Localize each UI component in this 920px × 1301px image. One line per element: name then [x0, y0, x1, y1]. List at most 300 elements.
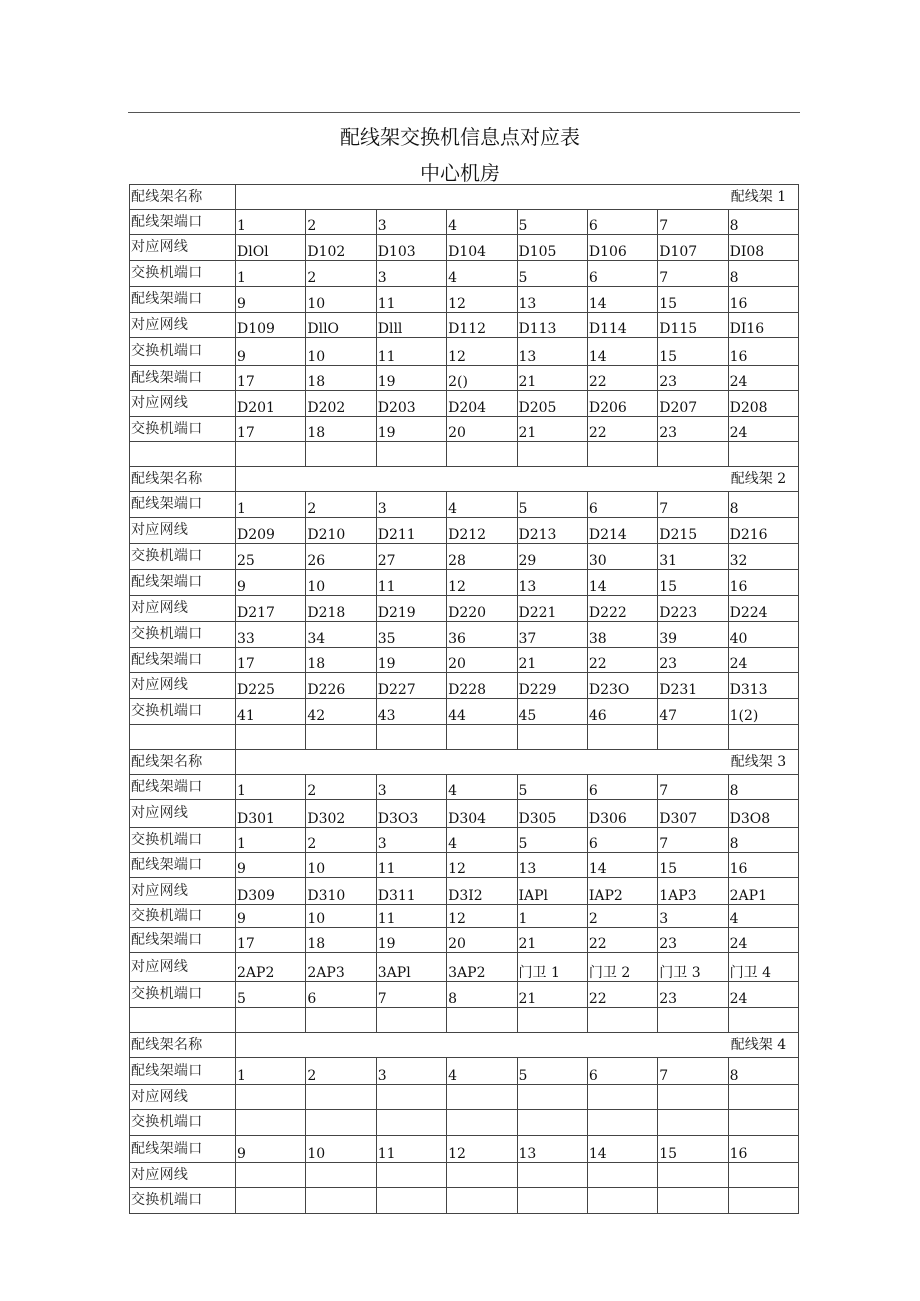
table-cell: 9 — [236, 905, 306, 928]
table-cell: 2AP2 — [236, 953, 306, 982]
table-cell: D224 — [728, 596, 798, 622]
table-cell: D226 — [306, 673, 376, 699]
table-cell: 3 — [376, 492, 446, 518]
table-cell: 21 — [517, 417, 587, 442]
table-cell: 12 — [447, 905, 517, 928]
row-label: 配线架端口 — [130, 366, 236, 391]
page-title: 配线架交换机信息点对应表 — [340, 125, 580, 149]
empty-cell — [587, 725, 657, 750]
table-cell: 22 — [587, 417, 657, 442]
rack-name-row — [130, 1033, 799, 1058]
table-cell — [517, 1110, 587, 1136]
empty-cell — [447, 725, 517, 750]
table-cell: 26 — [306, 544, 376, 570]
table-cell: 3AP2 — [447, 953, 517, 982]
table-cell: D219 — [376, 596, 446, 622]
table-cell — [728, 1110, 798, 1136]
table-cell: 22 — [587, 928, 657, 953]
table-cell: 38 — [587, 622, 657, 648]
table-cell: 16 — [728, 287, 798, 313]
table-cell — [658, 1188, 728, 1214]
table-cell: 2 — [306, 775, 376, 800]
table-cell: 23 — [658, 982, 728, 1008]
table-cell: 13 — [517, 853, 587, 878]
table-cell: D3O8 — [728, 800, 798, 828]
table-cell: 3APl — [376, 953, 446, 982]
table-cell: D305 — [517, 800, 587, 828]
empty-cell — [130, 725, 236, 750]
table-cell: D225 — [236, 673, 306, 699]
table-cell: 15 — [658, 570, 728, 596]
spacer-row — [130, 442, 799, 467]
table-cell: 13 — [517, 338, 587, 366]
table-cell: 8 — [728, 828, 798, 853]
empty-cell — [658, 442, 728, 467]
rack-name-row — [130, 750, 799, 775]
rack-name-label: 配线架名称 — [130, 467, 236, 492]
table-cell: 4 — [728, 905, 798, 928]
table-cell: 10 — [306, 905, 376, 928]
table-cell: D227 — [376, 673, 446, 699]
table-cell: 8 — [728, 1058, 798, 1085]
table-cell: D209 — [236, 518, 306, 544]
table-cell: D212 — [447, 518, 517, 544]
table-cell — [447, 1110, 517, 1136]
table-row — [130, 235, 799, 261]
row-label: 对应网线 — [130, 235, 236, 261]
empty-cell — [306, 1008, 376, 1033]
table-cell: 7 — [658, 492, 728, 518]
table-cell: 10 — [306, 287, 376, 313]
row-label: 配线架端口 — [130, 492, 236, 518]
row-label: 对应网线 — [130, 1163, 236, 1188]
table-cell: 1 — [236, 775, 306, 800]
table-cell: 3 — [376, 210, 446, 235]
table-cell — [587, 1110, 657, 1136]
row-label: 交换机端口 — [130, 261, 236, 287]
table-row — [130, 699, 799, 725]
table-cell: 6 — [306, 982, 376, 1008]
table-cell: 6 — [587, 492, 657, 518]
table-cell: 10 — [306, 1136, 376, 1163]
table-cell — [658, 1110, 728, 1136]
table-cell — [306, 1163, 376, 1188]
row-label: 交换机端口 — [130, 905, 236, 928]
table-cell — [517, 1188, 587, 1214]
rack-name-value: 配线架 1 — [236, 185, 799, 210]
table-cell: 23 — [658, 366, 728, 391]
table-cell: 21 — [517, 928, 587, 953]
table-row — [130, 338, 799, 366]
table-cell: 20 — [447, 648, 517, 673]
row-label: 交换机端口 — [130, 417, 236, 442]
table-cell — [306, 1085, 376, 1110]
table-cell: 13 — [517, 1136, 587, 1163]
table-cell: 8 — [447, 982, 517, 1008]
empty-cell — [728, 725, 798, 750]
row-label: 交换机端口 — [130, 982, 236, 1008]
table-cell: 20 — [447, 928, 517, 953]
row-label: 交换机端口 — [130, 544, 236, 570]
table-cell: D223 — [658, 596, 728, 622]
table-cell: 9 — [236, 853, 306, 878]
table-cell — [587, 1163, 657, 1188]
table-cell: 7 — [658, 828, 728, 853]
table-cell: 10 — [306, 570, 376, 596]
table-cell: 36 — [447, 622, 517, 648]
table-cell: 12 — [447, 1136, 517, 1163]
table-cell: 14 — [587, 287, 657, 313]
table-cell: D304 — [447, 800, 517, 828]
table-cell: 门卫 1 — [517, 953, 587, 982]
table-cell: 2 — [306, 828, 376, 853]
table-cell: D216 — [728, 518, 798, 544]
table-cell: 5 — [517, 828, 587, 853]
table-cell — [728, 1188, 798, 1214]
table-row — [130, 417, 799, 442]
row-label: 对应网线 — [130, 673, 236, 699]
patch-panel-table — [129, 184, 799, 1214]
rack-name-label: 配线架名称 — [130, 750, 236, 775]
table-row — [130, 313, 799, 338]
table-cell: 3 — [658, 905, 728, 928]
table-cell: 门卫 4 — [728, 953, 798, 982]
table-cell: D23O — [587, 673, 657, 699]
table-cell: 22 — [587, 366, 657, 391]
table-cell: 9 — [236, 287, 306, 313]
row-label: 对应网线 — [130, 391, 236, 417]
table-cell: D228 — [447, 673, 517, 699]
table-cell: 6 — [587, 261, 657, 287]
table-cell: 8 — [728, 210, 798, 235]
table-cell: 19 — [376, 417, 446, 442]
table-cell: 45 — [517, 699, 587, 725]
row-label: 配线架端口 — [130, 287, 236, 313]
table-cell: 2 — [306, 210, 376, 235]
table-cell: D208 — [728, 391, 798, 417]
table-cell: 9 — [236, 570, 306, 596]
empty-cell — [517, 442, 587, 467]
table-row — [130, 1110, 799, 1136]
row-label: 配线架端口 — [130, 648, 236, 673]
table-cell — [447, 1163, 517, 1188]
table-cell: 8 — [728, 492, 798, 518]
table-cell — [376, 1163, 446, 1188]
empty-cell — [728, 1008, 798, 1033]
table-cell: 11 — [376, 338, 446, 366]
table-cell: D203 — [376, 391, 446, 417]
table-cell: 3 — [376, 261, 446, 287]
table-cell: 6 — [587, 775, 657, 800]
table-cell: 16 — [728, 1136, 798, 1163]
table-cell: D218 — [306, 596, 376, 622]
table-cell: 22 — [587, 982, 657, 1008]
table-cell: DlOl — [236, 235, 306, 261]
table-cell: 23 — [658, 417, 728, 442]
row-label: 对应网线 — [130, 518, 236, 544]
table-cell: D211 — [376, 518, 446, 544]
table-cell: D113 — [517, 313, 587, 338]
table-cell: 29 — [517, 544, 587, 570]
table-cell: D107 — [658, 235, 728, 261]
table-cell: 41 — [236, 699, 306, 725]
table-cell: 5 — [517, 210, 587, 235]
table-cell: 7 — [658, 775, 728, 800]
table-cell: D221 — [517, 596, 587, 622]
table-cell — [306, 1188, 376, 1214]
table-cell: 12 — [447, 338, 517, 366]
rack-name-label: 配线架名称 — [130, 1033, 236, 1058]
table-cell: 20 — [447, 417, 517, 442]
table-cell: 44 — [447, 699, 517, 725]
table-cell: D307 — [658, 800, 728, 828]
table-cell — [236, 1188, 306, 1214]
table-row — [130, 1058, 799, 1085]
row-label: 对应网线 — [130, 878, 236, 905]
table-cell — [517, 1085, 587, 1110]
table-cell: 11 — [376, 287, 446, 313]
table-cell: 14 — [587, 1136, 657, 1163]
empty-cell — [236, 725, 306, 750]
rack-name-row — [130, 185, 799, 210]
table-row — [130, 1188, 799, 1214]
table-cell: 门卫 3 — [658, 953, 728, 982]
table-cell: D201 — [236, 391, 306, 417]
table-cell: 13 — [517, 570, 587, 596]
row-label: 交换机端口 — [130, 828, 236, 853]
table-cell — [587, 1188, 657, 1214]
empty-cell — [658, 1008, 728, 1033]
table-cell: D220 — [447, 596, 517, 622]
table-cell: 24 — [728, 366, 798, 391]
table-cell: 18 — [306, 366, 376, 391]
table-cell: 18 — [306, 928, 376, 953]
table-cell: 28 — [447, 544, 517, 570]
table-cell: 19 — [376, 928, 446, 953]
table-cell: 3 — [376, 828, 446, 853]
table-cell: 23 — [658, 648, 728, 673]
table-cell: 15 — [658, 1136, 728, 1163]
table-cell: D215 — [658, 518, 728, 544]
table-cell: 11 — [376, 905, 446, 928]
table-cell: D302 — [306, 800, 376, 828]
table-cell: 15 — [658, 338, 728, 366]
table-cell: D217 — [236, 596, 306, 622]
row-label: 配线架端口 — [130, 928, 236, 953]
table-cell: 1 — [236, 210, 306, 235]
table-cell — [447, 1085, 517, 1110]
table-cell: 21 — [517, 648, 587, 673]
table-cell: D202 — [306, 391, 376, 417]
table-cell: D103 — [376, 235, 446, 261]
table-cell: 18 — [306, 648, 376, 673]
table-cell: 2 — [306, 261, 376, 287]
table-cell: 5 — [236, 982, 306, 1008]
row-label: 配线架端口 — [130, 853, 236, 878]
table-cell: D214 — [587, 518, 657, 544]
table-cell: D109 — [236, 313, 306, 338]
table-cell: 1 — [236, 261, 306, 287]
table-cell — [236, 1085, 306, 1110]
table-row — [130, 673, 799, 699]
empty-cell — [376, 442, 446, 467]
table-cell: 21 — [517, 366, 587, 391]
table-cell: 2() — [447, 366, 517, 391]
table-cell: 1 — [517, 905, 587, 928]
table-cell — [587, 1085, 657, 1110]
table-cell: D310 — [306, 878, 376, 905]
empty-cell — [517, 1008, 587, 1033]
table-cell: 35 — [376, 622, 446, 648]
table-cell: 6 — [587, 210, 657, 235]
table-cell: 24 — [728, 982, 798, 1008]
header-rule — [128, 112, 800, 113]
table-cell: 2 — [306, 492, 376, 518]
table-cell: 2 — [306, 1058, 376, 1085]
rack-name-value: 配线架 2 — [236, 467, 799, 492]
table-cell: D3O3 — [376, 800, 446, 828]
table-cell: 5 — [517, 1058, 587, 1085]
table-cell: 13 — [517, 287, 587, 313]
table-cell: IAP2 — [587, 878, 657, 905]
table-cell — [376, 1188, 446, 1214]
table-cell: D205 — [517, 391, 587, 417]
table-cell: 16 — [728, 570, 798, 596]
table-cell: D222 — [587, 596, 657, 622]
table-cell: 2AP3 — [306, 953, 376, 982]
empty-cell — [236, 1008, 306, 1033]
table-cell: D231 — [658, 673, 728, 699]
table-cell: D204 — [447, 391, 517, 417]
table-cell: 33 — [236, 622, 306, 648]
table-cell: 43 — [376, 699, 446, 725]
table-cell: D207 — [658, 391, 728, 417]
table-cell: 17 — [236, 417, 306, 442]
table-cell: 11 — [376, 853, 446, 878]
table-cell: 14 — [587, 853, 657, 878]
row-label: 配线架端口 — [130, 775, 236, 800]
table-row — [130, 366, 799, 391]
table-cell: 24 — [728, 417, 798, 442]
table-cell — [658, 1163, 728, 1188]
table-cell: 18 — [306, 417, 376, 442]
table-cell — [236, 1110, 306, 1136]
rack-name-value: 配线架 3 — [236, 750, 799, 775]
table-cell: 7 — [376, 982, 446, 1008]
table-row — [130, 982, 799, 1008]
row-label: 交换机端口 — [130, 699, 236, 725]
empty-cell — [587, 442, 657, 467]
table-cell: 4 — [447, 1058, 517, 1085]
table-cell: 14 — [587, 338, 657, 366]
table-cell: D106 — [587, 235, 657, 261]
spacer-row — [130, 725, 799, 750]
table-cell: 24 — [728, 648, 798, 673]
table-cell: Dlll — [376, 313, 446, 338]
table-cell: 7 — [658, 261, 728, 287]
empty-cell — [130, 442, 236, 467]
table-cell: 15 — [658, 853, 728, 878]
empty-cell — [130, 1008, 236, 1033]
table-cell: 12 — [447, 570, 517, 596]
row-label: 交换机端口 — [130, 1188, 236, 1214]
table-cell: D309 — [236, 878, 306, 905]
table-cell: 17 — [236, 648, 306, 673]
table-cell: 8 — [728, 261, 798, 287]
empty-cell — [447, 1008, 517, 1033]
rack-name-value: 配线架 4 — [236, 1033, 799, 1058]
row-label: 交换机端口 — [130, 338, 236, 366]
table-cell: D311 — [376, 878, 446, 905]
table-cell: 8 — [728, 775, 798, 800]
row-label: 对应网线 — [130, 800, 236, 828]
empty-cell — [517, 725, 587, 750]
table-cell — [658, 1085, 728, 1110]
empty-cell — [236, 442, 306, 467]
table-cell: 21 — [517, 982, 587, 1008]
table-cell: 9 — [236, 338, 306, 366]
table-row — [130, 287, 799, 313]
row-label: 对应网线 — [130, 313, 236, 338]
empty-cell — [306, 442, 376, 467]
table-cell: 14 — [587, 570, 657, 596]
table-cell — [376, 1110, 446, 1136]
table-row — [130, 853, 799, 878]
table-row — [130, 828, 799, 853]
table-cell: 3 — [376, 775, 446, 800]
table-cell: 4 — [447, 775, 517, 800]
table-cell: 23 — [658, 928, 728, 953]
table-cell: 31 — [658, 544, 728, 570]
table-row — [130, 391, 799, 417]
empty-cell — [447, 442, 517, 467]
spacer-row — [130, 1008, 799, 1033]
row-label: 对应网线 — [130, 953, 236, 982]
empty-cell — [728, 442, 798, 467]
table-cell: D102 — [306, 235, 376, 261]
table-cell: 47 — [658, 699, 728, 725]
table-cell: D206 — [587, 391, 657, 417]
table-cell: 7 — [658, 210, 728, 235]
empty-cell — [658, 725, 728, 750]
table-cell: 5 — [517, 492, 587, 518]
table-cell: D306 — [587, 800, 657, 828]
table-body — [130, 185, 799, 1214]
table-row — [130, 596, 799, 622]
table-cell: D3I2 — [447, 878, 517, 905]
table-cell: 1(2) — [728, 699, 798, 725]
row-label: 配线架端口 — [130, 1058, 236, 1085]
table-cell — [728, 1163, 798, 1188]
table-cell: 19 — [376, 366, 446, 391]
table-cell: 32 — [728, 544, 798, 570]
table-cell: 4 — [447, 261, 517, 287]
empty-cell — [306, 725, 376, 750]
table-cell: 25 — [236, 544, 306, 570]
table-row — [130, 1136, 799, 1163]
row-label: 对应网线 — [130, 596, 236, 622]
table-cell: 2 — [587, 905, 657, 928]
table-cell: 39 — [658, 622, 728, 648]
table-row — [130, 544, 799, 570]
rack-name-row — [130, 467, 799, 492]
table-cell: 4 — [447, 210, 517, 235]
table-row — [130, 518, 799, 544]
table-cell: D114 — [587, 313, 657, 338]
table-cell: 门卫 2 — [587, 953, 657, 982]
table-cell: 2AP1 — [728, 878, 798, 905]
empty-cell — [587, 1008, 657, 1033]
